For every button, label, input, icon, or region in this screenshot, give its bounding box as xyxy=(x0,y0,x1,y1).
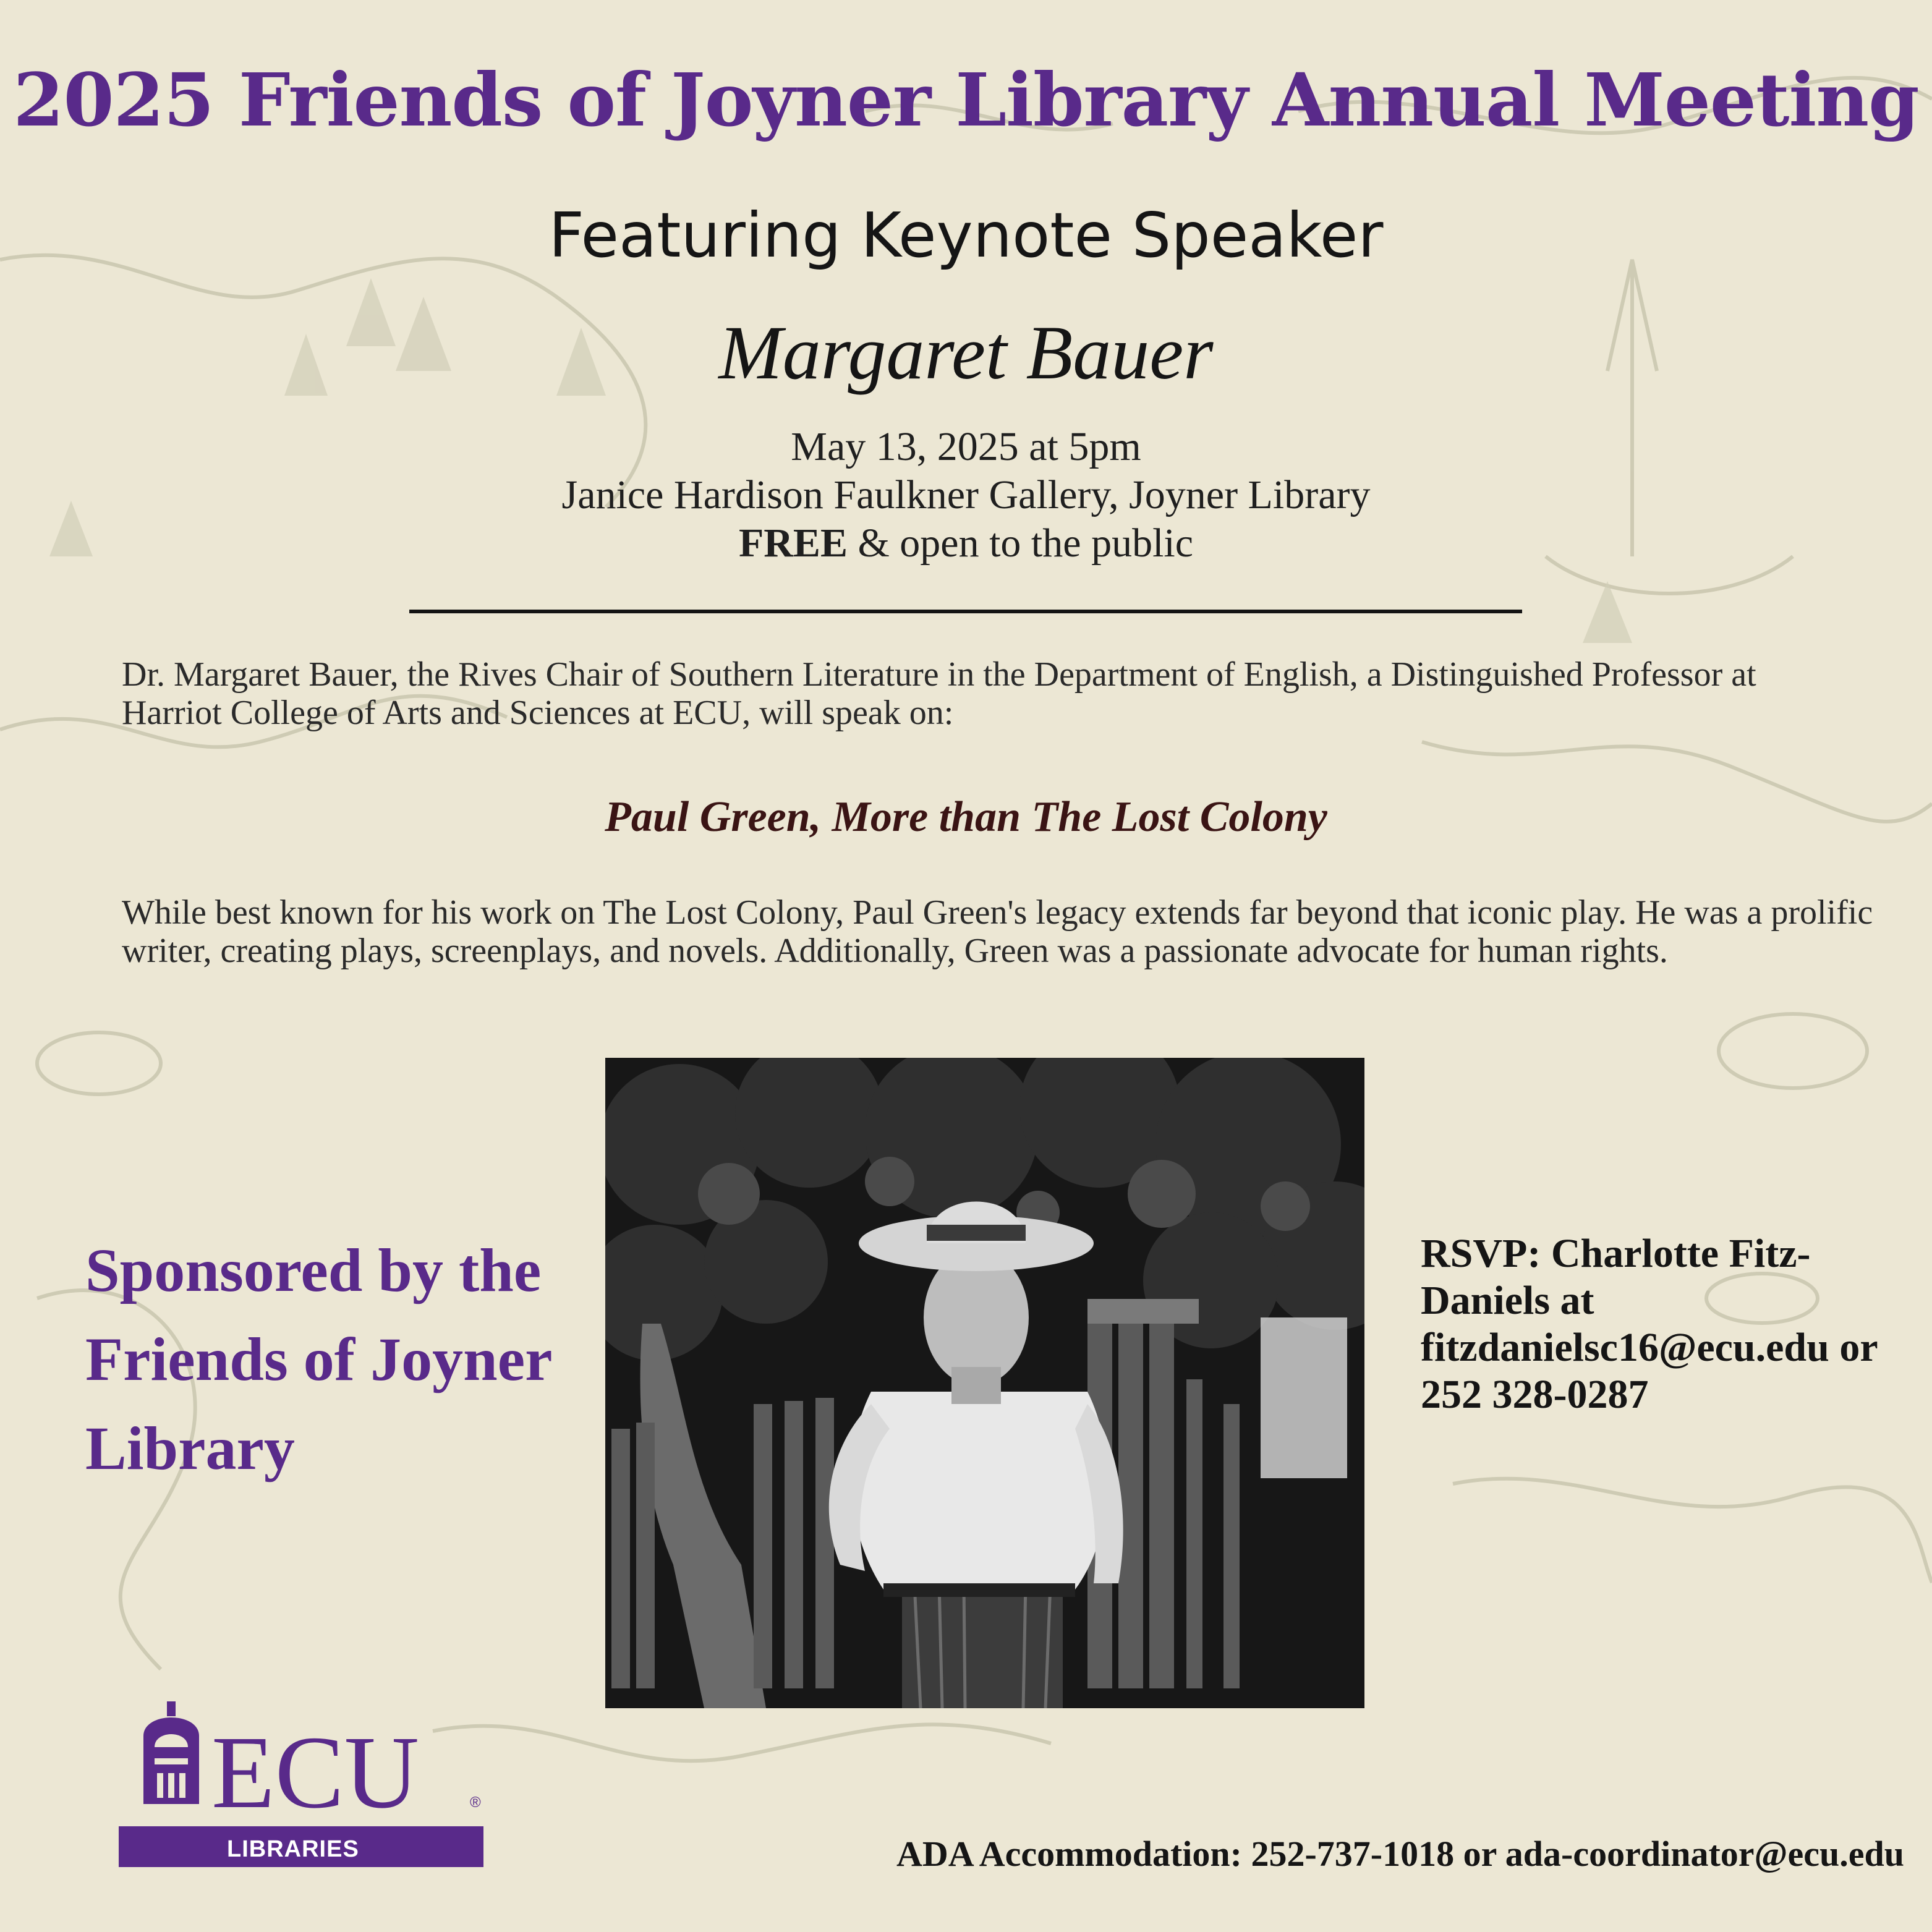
logo-band-text: LIBRARIES xyxy=(227,1836,359,1862)
divider-rule xyxy=(409,610,1522,613)
admission-note: & open to the public xyxy=(847,521,1194,566)
event-details xyxy=(0,423,1932,568)
ada-accommodation: ADA Accommodation: 252-737-1018 or ada-coordinator@ecu.edu xyxy=(896,1834,1904,1874)
speaker-bio: Dr. Margaret Bauer, the Rives Chair of Southern Literature in the Department of English, a Distinguished Professor at Harriot College of Arts and Sciences at ECU, will speak on: xyxy=(122,655,1756,732)
keynote-subtitle: Featuring Keynote Speaker xyxy=(548,199,1384,271)
talk-title: Paul Green, More than The Lost Colony xyxy=(605,793,1327,841)
event-date-time: May 13, 2025 at 5pm xyxy=(791,424,1141,469)
talk-description: While best known for his work on The Lost Colony, Paul Green's legacy extends far beyond that iconic play. He was a prolific writer, creating plays, screenplays, and novels. Additionally, Green was a passionate advocate for human rights. xyxy=(122,893,1873,970)
paul-green-photo xyxy=(605,1058,1364,1708)
event-location: Janice Hardison Faulkner Gallery, Joyner Library xyxy=(561,472,1371,517)
speaker-name: Margaret Bauer xyxy=(718,310,1214,395)
admission-free: FREE xyxy=(738,521,848,566)
event-admission xyxy=(0,519,1932,568)
logo-wordmark: ECU xyxy=(211,1715,419,1830)
ecu-libraries-logo xyxy=(119,1699,483,1867)
rsvp-contact: RSVP: Charlotte Fitz-Daniels at fitzdanielsc16@ecu.edu or 252 328-0287 xyxy=(1421,1231,1878,1417)
logo-registered-mark: ® xyxy=(470,1794,481,1811)
sponsor-text: Sponsored by the Friends of Joyner Library xyxy=(85,1236,551,1483)
event-title: 2025 Friends of Joyner Library Annual Meeting xyxy=(13,57,1919,143)
portrait-illustration xyxy=(605,1058,1364,1708)
